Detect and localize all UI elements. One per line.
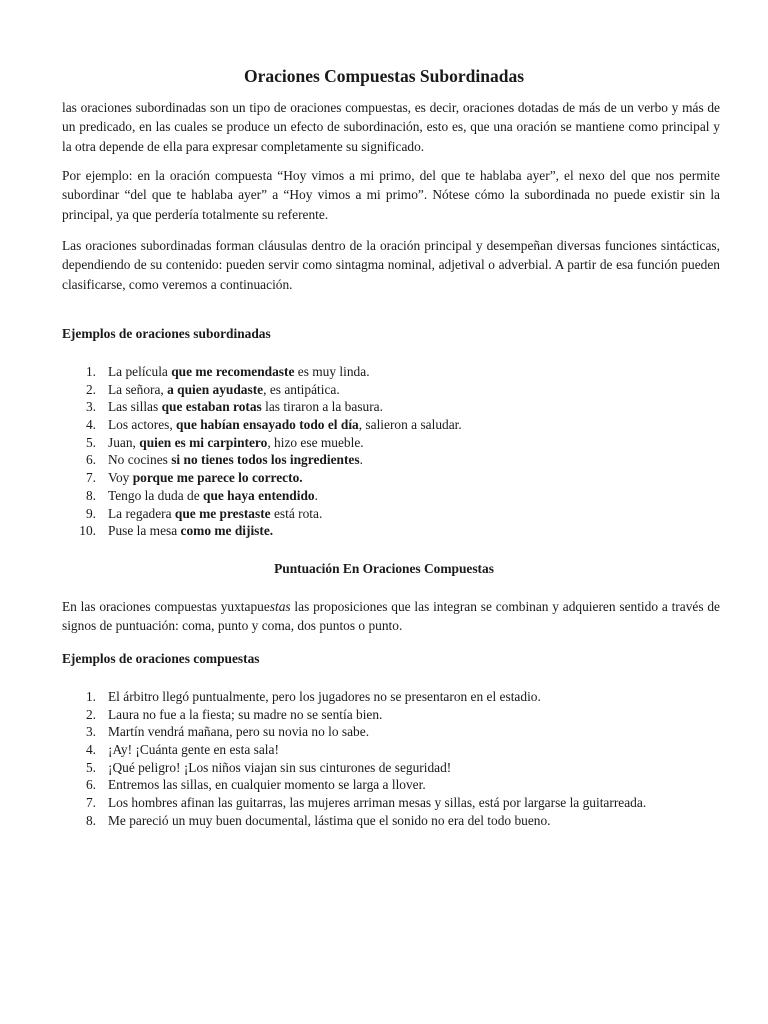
list-item: 8. Me pareció un muy buen documental, lástima que el sonido no era del todo bueno. [85,812,551,828]
list-item: 7. Los hombres afinan las guitarras, las mujeres arriman mesas y sillas, está por largarse la guitarreada. [85,795,647,811]
list-item: 5. ¡Qué peligro! ¡Los niños viajan sin sus cinturones de seguridad! [85,759,452,775]
list-item: 1. El árbitro llegó puntualmente, pero los jugadores no se presentaron en el estadio. [85,689,541,704]
functions-paragraph: Las oraciones subordinadas forman cláusulas dentro de la oración principal y desempeñan diversas funciones sintácticas, dependiendo de su contenido: pueden servir como sintagma nominal, adjetival o adverbial. A partir de esa función pueden clasificarse, como veremos a continuación. [62,238,720,292]
list-item: 4. Los actores, que habían ensayado todo el día, salieron a saludar. [85,417,462,433]
list-item: 10. Puse la mesa como me dijiste. [79,523,274,539]
example-paragraph: Por ejemplo: en la oración compuesta “Hoy vimos a mi primo, del que te hablaba ayer”, el nexo del que nos permite subordinar “del que te hablaba ayer” a “Hoy vimos a mi primo”. Nótese cómo la subordinada no puede existir sin la principal, ya que perdería totalmente su referente. [62,168,720,222]
list-item: 2. Laura no fue a la fiesta; su madre no se sentía bien. [85,706,383,722]
list-item: 1. La película que me recomendaste es muy linda. [85,364,370,379]
list-item: 7. Voy porque me parece lo correcto. [85,470,303,486]
section-heading-punctuation: Puntuación En Oraciones Compuestas [274,561,494,576]
list-item: 9. La regadera que me prestaste está rota. [85,505,323,521]
subordinate-examples-list [62,363,722,540]
list-item: 3. Martín vendrá mañana, pero su novia no lo sabe. [85,724,370,740]
list-item: 8. Tengo la duda de que haya entendido. [85,487,318,503]
page-title: Oraciones Compuestas Subordinadas [243,66,525,86]
punctuation-paragraph: En las oraciones compuestas yuxtapuestas las proposiciones que las integran se combinan y adquieren sentido a través de signos de puntuación: coma, punto y coma, dos puntos o punto. [62,599,720,634]
list-item: 5. Juan, quien es mi carpintero, hizo ese mueble. [85,434,364,450]
list-item: 6. No cocines si no tienes todos los ingredientes. [85,452,363,468]
section-heading-compound-examples: Ejemplos de oraciones compuestas [62,651,260,666]
list-item: 3. Las sillas que estaban rotas las tiraron a la basura. [85,399,383,415]
compound-examples-list [62,688,722,830]
list-item: 6. Entremos las sillas, en cualquier momento se larga a llover. [85,777,426,793]
intro-paragraph: las oraciones subordinadas son un tipo de oraciones compuestas, es decir, oraciones dotadas de más de un verbo y más de un predicado, en las cuales se produce un efecto de subordinación, esto es, que una oración se mantiene como principal y la otra depende de ella para expresar completamente su significado. [62,100,720,154]
list-item: 4. ¡Ay! ¡Cuánta gente en esta sala! [85,742,279,758]
section-heading-subordinate-examples: Ejemplos de oraciones subordinadas [62,326,271,341]
list-item: 2. La señora, a quien ayudaste, es antipática. [85,381,340,397]
